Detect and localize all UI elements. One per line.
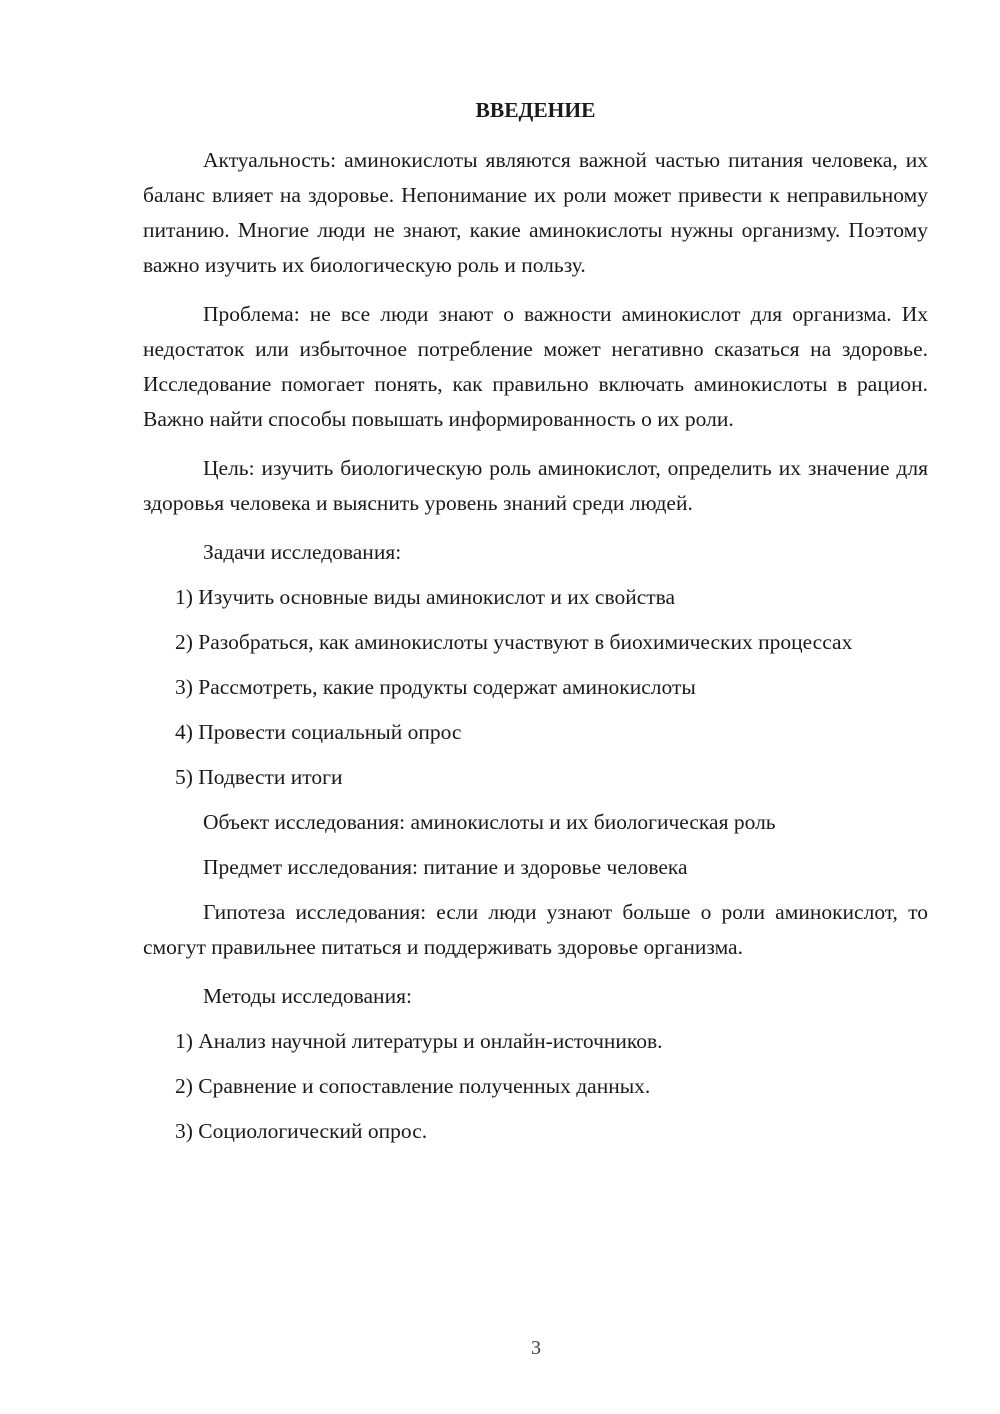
research-subject: Предмет исследования: питание и здоровье человека xyxy=(203,855,688,879)
task-item: 5) Подвести итоги xyxy=(175,765,343,789)
method-item: 1) Анализ научной литературы и онлайн-источников. xyxy=(175,1029,663,1053)
task-item: 4) Провести социальный опрос xyxy=(175,720,462,744)
goal-paragraph: Цель: изучить биологическую роль аминокислот, определить их значение для здоровья человека и выяснить уровень знаний среди людей. xyxy=(143,456,928,515)
method-item: 3) Социологический опрос. xyxy=(175,1119,428,1143)
task-item: 3) Рассмотреть, какие продукты содержат аминокислоты xyxy=(175,675,696,699)
relevance-paragraph: Актуальность: аминокислоты являются важной частью питания человека, их баланс влияет на здоровье. Непонимание их роли может привести к неправильному питанию. Многие люди не знают, какие аминокислоты нужны организму. Поэтому важно изучить их биологическую роль и пользу. xyxy=(143,148,928,277)
tasks-heading: Задачи исследования: xyxy=(203,540,402,564)
research-object: Объект исследования: аминокислоты и их биологическая роль xyxy=(203,810,776,834)
page-content xyxy=(143,96,928,1159)
methods-heading: Методы исследования: xyxy=(203,984,412,1008)
section-title: ВВЕДЕНИЕ xyxy=(475,98,596,122)
problem-paragraph: Проблема: не все люди знают о важности аминокислот для организма. Их недостаток или избыточное потребление может негативно сказаться на здоровье. Исследование помогает понять, как правильно включать аминокислоты в рацион. Важно найти способы повышать информированность о их роли. xyxy=(143,302,928,431)
hypothesis-paragraph: Гипотеза исследования: если люди узнают больше о роли аминокислот, то смогут правильнее питаться и поддерживать здоровье организма. xyxy=(143,900,928,959)
method-item: 2) Сравнение и сопоставление полученных данных. xyxy=(175,1074,651,1098)
page-number: 3 xyxy=(531,1337,541,1359)
task-item: 2) Разобраться, как аминокислоты участвуют в биохимических процессах xyxy=(175,630,853,654)
task-item: 1) Изучить основные виды аминокислот и их свойства xyxy=(175,585,676,609)
